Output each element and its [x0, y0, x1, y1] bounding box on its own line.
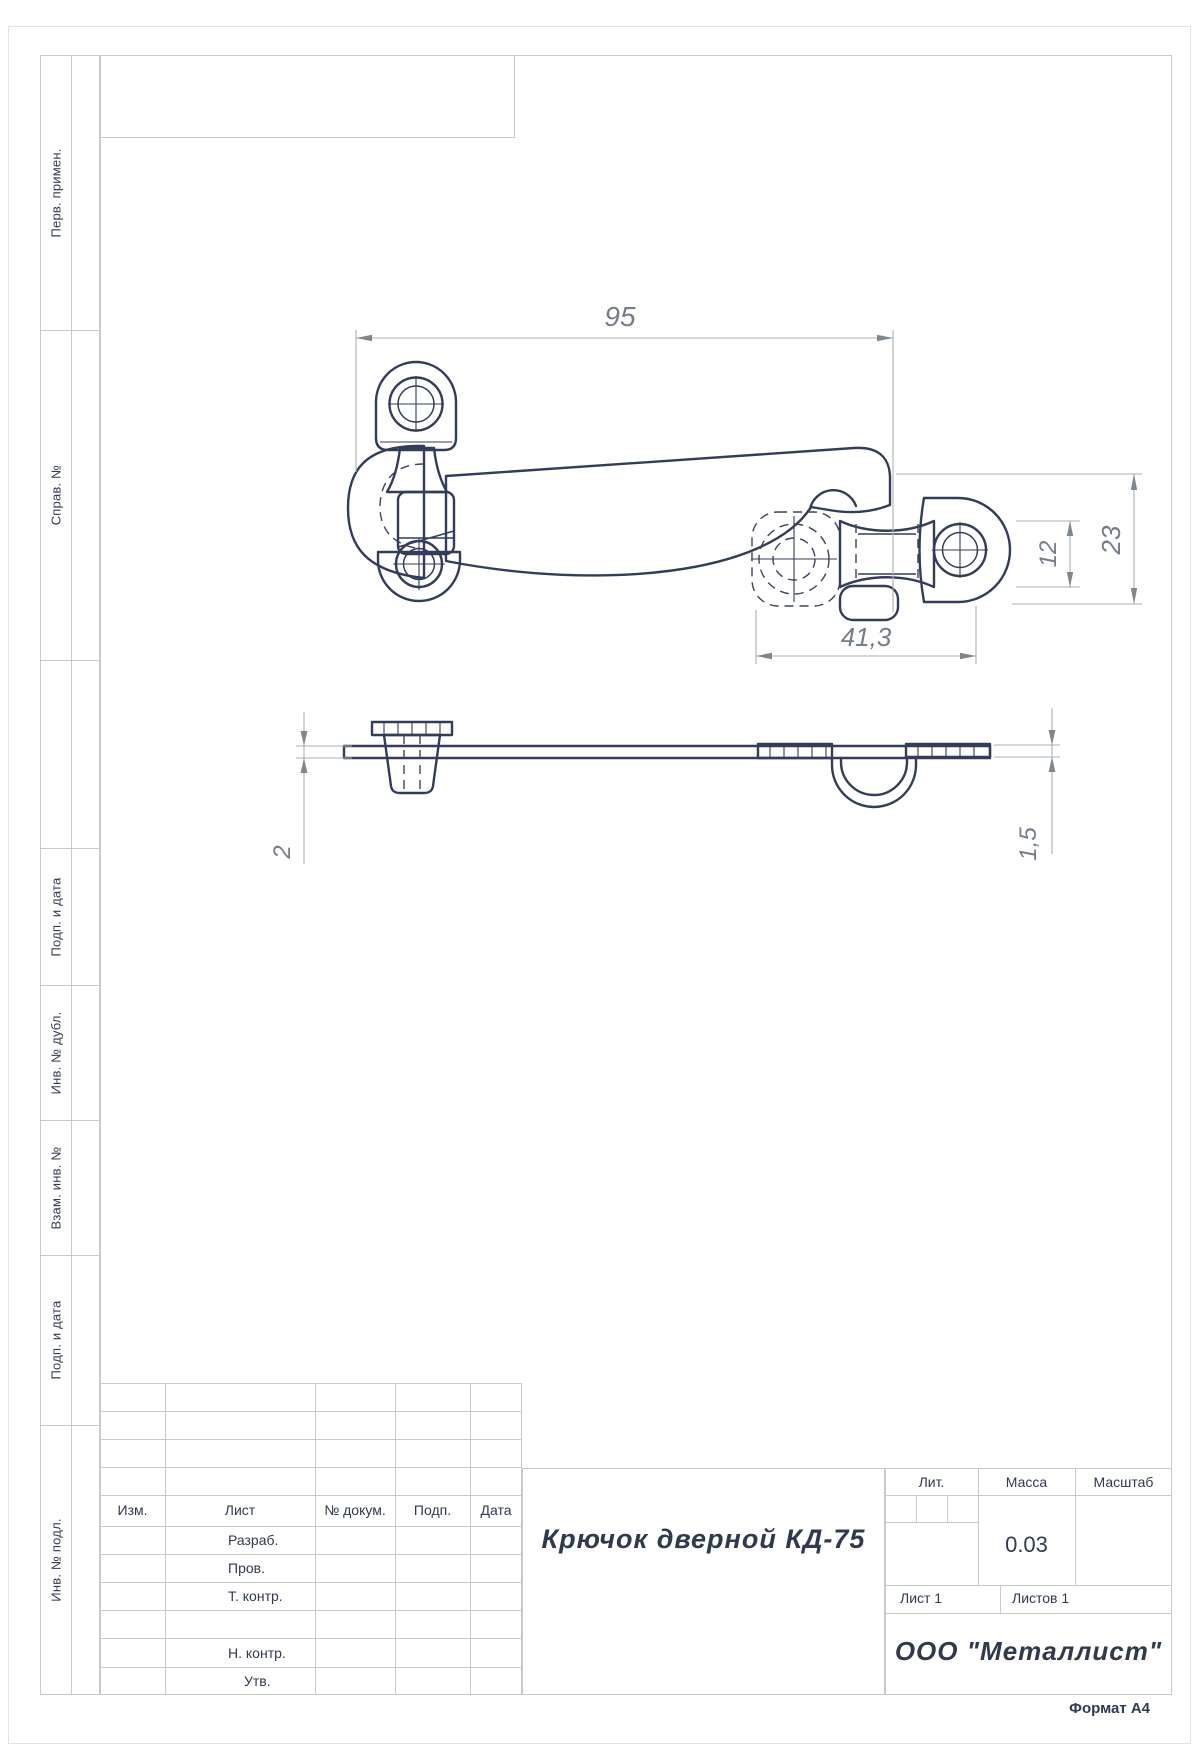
right-row-line: [885, 1613, 1172, 1614]
lit-sub-line: [885, 1522, 978, 1523]
scale-label: Масштаб: [1093, 1474, 1154, 1490]
lit-sub-line: [947, 1495, 948, 1522]
titleblock-col-line: [315, 1383, 316, 1695]
band-section-podp-data-2: [40, 1255, 71, 1425]
doc-title-cell: [522, 1468, 885, 1695]
col-header-list: Лист: [224, 1502, 256, 1518]
col-header-dokum: № докум.: [324, 1502, 386, 1518]
right-row-line: [885, 1585, 1172, 1586]
staff-row-tkontr: Т. контр.: [228, 1588, 283, 1604]
band-divider: [71, 55, 72, 1695]
band-label: Подп. и дата: [48, 877, 63, 956]
band-section-inv-dubl: [40, 985, 71, 1120]
band-label: Подп. и дата: [48, 1300, 63, 1380]
sheet-number: Лист 1: [900, 1590, 943, 1606]
band-label: Справ. №: [48, 464, 63, 526]
right-row-line: [885, 1495, 1172, 1496]
col-header-izm: Изм.: [117, 1502, 148, 1518]
titleblock-row-line: [100, 1610, 522, 1611]
band-section-podp-data-1: [40, 848, 71, 985]
dim-height-inner-text: 12: [1035, 540, 1062, 568]
col-header-data: Дата: [480, 1502, 512, 1518]
titleblock-row-line: [100, 1411, 522, 1412]
band-label: Перв. примен.: [48, 147, 63, 238]
sheets-total: Листов 1: [1012, 1590, 1070, 1606]
titleblock-row-line: [100, 1526, 522, 1527]
dim-length-text: 95: [604, 301, 636, 332]
titleblock-col-line: [165, 1383, 166, 1695]
titleblock-row-line: [100, 1439, 522, 1440]
band-label: Взам. инв. №: [48, 1146, 63, 1229]
titleblock-row-line: [100, 1495, 522, 1496]
col-header-podp: Подп.: [413, 1502, 452, 1518]
titleblock-row-line: [100, 1467, 522, 1468]
band-section-perv-primen: [40, 55, 71, 330]
top-left-stamp-box: [100, 55, 515, 138]
titleblock-row-line: [100, 1554, 522, 1555]
titleblock-row-line: [100, 1667, 522, 1668]
lit-sub-line: [916, 1495, 917, 1522]
staff-row-razrab: Разраб.: [228, 1532, 279, 1548]
titleblock-left-section: [100, 1383, 522, 1695]
dim-plate-thickness-text: 2: [269, 845, 296, 859]
company-name: ООО "Металлист": [894, 1636, 1163, 1666]
mass-value: 0.03: [1005, 1532, 1048, 1557]
band-label: Инв. № дубл.: [48, 1011, 63, 1094]
titleblock-row-line: [100, 1582, 522, 1583]
dim-keeper-span-text: 41,3: [840, 622, 892, 652]
dim-height-outer-text: 23: [1096, 525, 1126, 555]
band-section-sprav-no: [40, 330, 71, 660]
staff-row-nkontr: Н. контр.: [228, 1645, 286, 1661]
format-note: Формат А4: [1069, 1700, 1150, 1717]
titleblock-col-line: [470, 1383, 471, 1695]
titleblock-col-line: [395, 1383, 396, 1695]
band-label: Инв. № подл.: [48, 1518, 63, 1602]
dim-keeper-thickness-text: 1,5: [1015, 827, 1042, 861]
lit-label: Лит.: [918, 1474, 945, 1490]
band-section-vzam-inv: [40, 1120, 71, 1255]
titleblock-row-line: [100, 1638, 522, 1639]
mass-label: Масса: [1005, 1474, 1048, 1490]
right-col-line: [1000, 1585, 1001, 1613]
doc-title: Крючок дверной КД-75: [541, 1524, 866, 1554]
band-section-inv-podl: [40, 1425, 71, 1695]
staff-row-prov: Пров.: [228, 1560, 265, 1576]
band-section-empty: [40, 660, 71, 848]
staff-row-utv: Утв.: [244, 1673, 271, 1689]
